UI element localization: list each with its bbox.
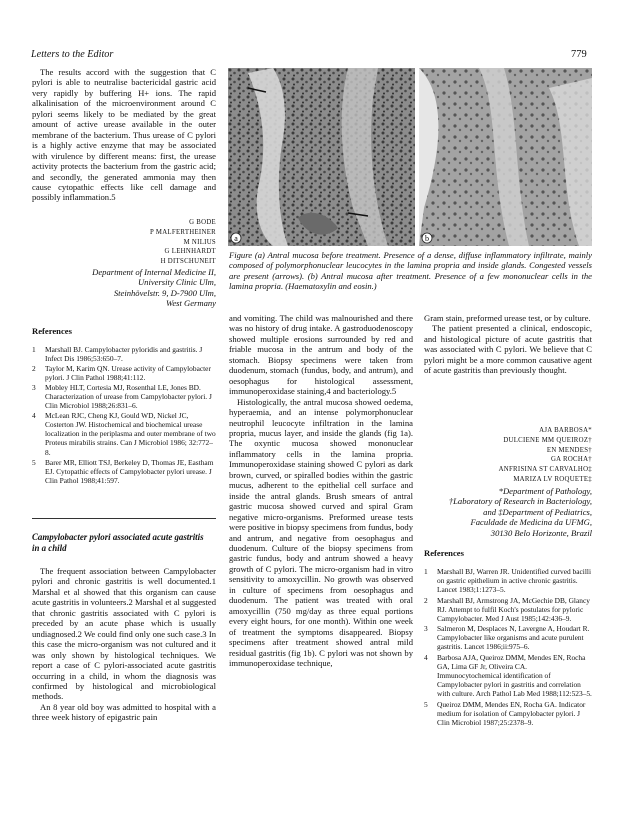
letter1-body-container	[32, 67, 216, 203]
panel-label-b: b	[425, 234, 429, 243]
author-name: DULCIENE MM QUEIROZ†	[503, 436, 592, 444]
author-name: GA ROCHA†	[550, 456, 592, 464]
histology-image-a	[228, 68, 415, 246]
author-name: M NILIUS	[183, 238, 216, 246]
affiliation-line: Faculdade de Medicina da UFMG,	[470, 517, 592, 528]
reference-item: 2 Taylor M, Karim QN. Urease activity of Campylobacter pylori. J Clin Pathol 1988;41:112.	[32, 364, 211, 383]
address-line: Steinhövelstr. 9, D-7900 Ulm,	[113, 287, 216, 298]
letter2-para2-start: An 8 year old boy was admitted to hospital with a three week history of epigastric pain	[32, 701, 216, 723]
author-name: G LEHNHARDT	[164, 248, 216, 256]
reference-item: 2 Marshall BJ, Armstrong JA, McGechie DB, Glancy RJ. Attempt to fulfil Koch's postulates for pyloric Campylobacter. Med J Aust 1985;142:436–9.	[424, 595, 590, 623]
address-line: West Germany	[165, 298, 216, 309]
affiliation-line: 30130 Belo Horizonte, Brazil	[490, 527, 592, 538]
letter2-middle-column	[229, 313, 413, 668]
affiliation-line: †Laboratory of Research in Bacteriology,	[448, 496, 592, 507]
letter2-authors	[440, 426, 592, 485]
letter2-para2-cont: and vomiting. The child was malnourished and there was no history of drug intake. A gastroduodenoscopy showed multiple erosions surrounded by red and friable mucosa in the antrum and body of the stomach. Biopsy specimens were taken from duodenum, stomach (fundus, body, and antrum), and oesophagus for histological assessment, immunoperoxidase staining,4 and bacteriology.5	[229, 313, 413, 397]
reference-item: 1 Marshall BJ, Warren JR. Unidentified curved bacilli on gastric epithelium in active chronic gastritis. Lancet 1983;1:1273–5.	[424, 567, 592, 595]
figure-panel-a	[228, 68, 415, 246]
letter1-references-heading: References	[32, 326, 72, 336]
affiliation-line: *Department of Pathology,	[498, 486, 592, 496]
letter2-para4: The patient presented a clinical, endoscopic, and histological picture of acute gastritis that was associated with C pylori. We believe that C pylori might be a more common causative agent of acute gastritis than previously thought.	[424, 323, 592, 376]
letter2-references-heading: References	[424, 548, 464, 558]
panel-label-a: a	[234, 234, 238, 243]
author-name: MARIZA LV ROQUETE‡	[513, 475, 592, 483]
letter2-references	[424, 567, 592, 727]
running-header: Letters to the Editor	[31, 49, 114, 60]
letter1-body: The results accord with the suggestion that C pylori is able to neutralise bactericidal gastric acid very rapidly by buffering H+ ions. The rapid alkalinisation of the microenvironment around C pylori seems likely to be mediated by the great amount of active urease available in the outer membrane of the bacterium. Thus urease of C pylori is a highly active enzyme that may be associated with virulence by different means: first, the urease activity protects the bacterium from the gastric acid; and secondly, the generated ammonia may then cause cytopathic effects like cell damage and possibly inflammation.5	[32, 67, 216, 203]
reference-item: 3 Salmeron M, Desplaces N, Lavergne A, Houdart R. Campylobacter like organisms and acute purulent gastritis. Lancet 1986;ii:975–6.	[424, 624, 590, 652]
reference-item: 4 Barbosa AJA, Queiroz DMM, Mendes EN, Rocha GA, Lima GF Jr, Oliveira CA. Immunocytochemical identification of Campylobacter pylori in gastritis and correlation with culture. Arch Pathol Lab Med 1988;112:523–5.	[424, 652, 592, 699]
letter1-address	[40, 267, 216, 309]
histology-image-b	[419, 68, 592, 246]
reference-item: 4 McLean RJC, Cheng KJ, Gould WD, Nickel JC, Costerton JW. Histochemical and biochemical urease localization in the periplasma and outer membrane of two Proteus mirabilis strains. Can J Microbiol 1986; 32:772–8.	[32, 411, 216, 457]
section-divider	[32, 518, 216, 519]
author-name: EN MENDES†	[546, 446, 592, 454]
letter2-title: Campylobacter pylori associated acute gastritis in a child	[32, 532, 204, 553]
address-line: University Clinic Ulm,	[137, 277, 216, 288]
figure-caption: Figure (a) Antral mucosa before treatment. Presence of a dense, diffuse inflammatory infiltrate, mainly composed of polymorphonuclear leucocytes in the lamina propria and inside glands. Congested vessels are present (arrows). (b) Antral mucosa after treatment. Presence of a few mononuclear cells in the lamina propria. (Haematoxylin and eosin.)	[229, 250, 592, 292]
reference-item: 3 Mobley HLT, Cortesia MJ, Rosenthal LE, Jones BD. Characterization of urease from Campylobacter pylori. J Clin Microbiol 1988;26:831–6.	[32, 383, 212, 411]
address-line: Department of Internal Medicine II,	[92, 267, 216, 277]
figure-panel-b	[419, 68, 592, 246]
page-number: 779	[571, 49, 587, 60]
author-name: AJA BARBOSA*	[539, 427, 592, 434]
affiliation-line: and ‡Department of Pediatrics,	[483, 506, 592, 517]
author-name: G BODE	[189, 219, 216, 226]
letter2-para1: The frequent association between Campylobacter pylori and chronic gastritis is well documented.1 Marshal et al showed that this organism can cause acute gastritis in volunteers.2 Marshal et al suggested that chronic gastritis associated with C pylori is preceded by an acute phase which is usually undiagnosed.2 We could find only one such case.3 In this case the micro-organism was not cultured and it was only shown by histological techniques. We report a case of C pylori-associated acute gastritis occurring in a child, in whom the diagnosis was confirmed by histological and microbiological methods.	[32, 566, 216, 702]
letter1-authors	[60, 218, 216, 267]
author-name: P MALFERTHEINER	[150, 228, 216, 236]
letter2-para3: Histologically, the antral mucosa showed oedema, hyperaemia, and an intense polymorphonuclear neutrophil leucocyte infiltration in the lamina propria, mucus layer, and inside the glands (fig 1a). The oxyntic mucosa showed mononuclear inflammatory cells in the lamina propria. Immunoperoxidase staining showed C pylori as dark brown, curved, or spiralled bodies within the gastric mucus, adherent to the epithelial cell surface and inside the antral glands. Brush smears of antral gastric mucosa showed curved and spiral Gram negative micro-organisms. Preformed urease tests were positive in biopsy specimens from fundus, body and antrum, and negative from oesophagus and duodenum. Culture of the biopsy specimens from gastric fundus, body and antrum showed a heavy growth of C pylori. The micro-organism had in vitro sensitivity to amoxycillin. No growth was observed in culture of specimens from oesophagus and duodenum. The patient was treated with oral amoxycillin (750 mg/day as three equal portions every eight hours, for one month). Within one week of treatment the symptoms disappeared. Biopsy specimens after treatment showed antral mild residual gastritis (fig 1b). C pylori was not shown by immunoperoxidase technique,	[229, 396, 413, 668]
letter2-right-column	[424, 313, 592, 376]
letter1-references	[32, 345, 216, 485]
reference-item: 1 Marshall BJ. Campylobacter pyloridis and gastritis. J Infect Dis 1986;53:650–7.	[32, 345, 203, 364]
author-name: H DITSCHUNEIT	[160, 258, 216, 266]
author-name: ANFRISINA ST CARVALHO‡	[498, 466, 592, 474]
letter2-affiliations	[424, 486, 592, 538]
letter2-intro-container	[32, 566, 216, 723]
reference-item: 5 Barer MR, Elliott TSJ, Berkeley D, Thomas JE, Eastham EJ. Cytopathic effects of Campylobacter pylori urease. J Clin Pathol 1988;41:597.	[32, 457, 214, 485]
reference-item: 5 Queiroz DMM, Mendes EN, Rocha GA. Indicator medium for isolation of Campylobacter pylori. J Clin Microbiol 1987;25:2378–9.	[424, 699, 586, 727]
letter2-para3-cont: Gram stain, preformed urease test, or by culture.	[424, 313, 591, 323]
